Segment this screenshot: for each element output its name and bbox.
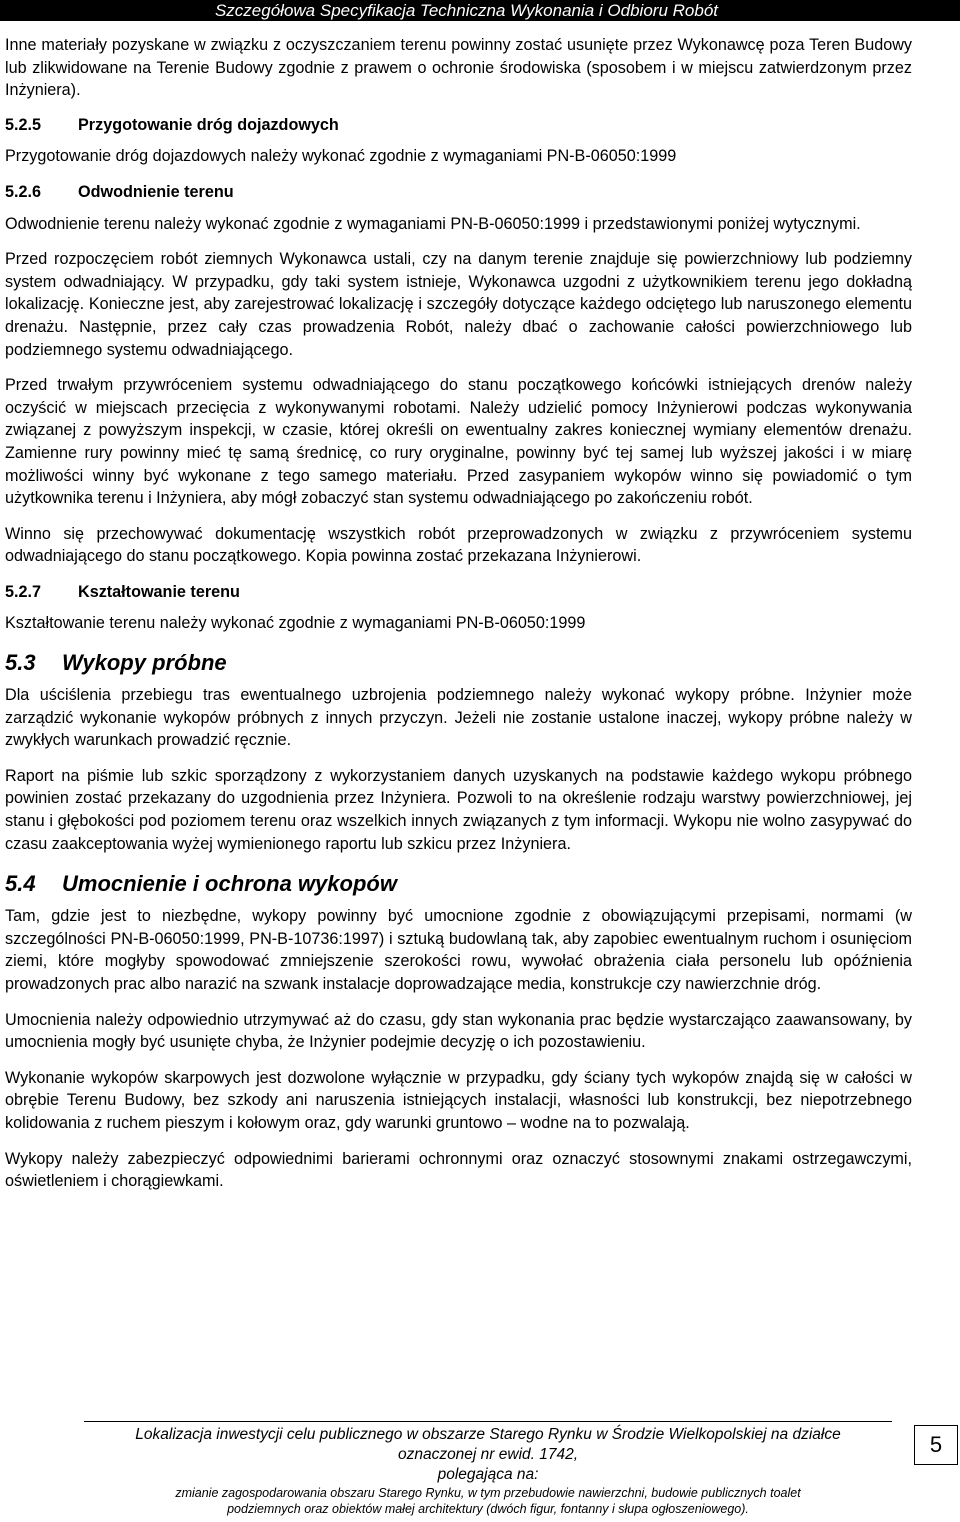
section-heading-5-2-7 (5, 581, 912, 604)
header-bar (0, 0, 960, 21)
paragraph: Winno się przechowywać dokumentację wszystkich robót przeprowadzonych w związku z przywróceniem systemu odwadniającego do stanu początkowego. Kopia powinna zostać przekazana Inżynierowi. (5, 524, 912, 566)
section-number: 5.4 (5, 871, 36, 897)
section-number: 5.3 (5, 650, 36, 676)
footer-line: zmianie zagospodarowania obszaru Starego Rynku, w tym przebudowie nawierzchni, budowie publicznych toalet (175, 1486, 801, 1500)
paragraph: Inne materiały pozyskane w związku z oczyszczaniem terenu powinny zostać usunięte przez Wykonawcę poza Teren Budowy lub zlikwidowane na Terenie Budowy zgodnie z prawem o ochronie środowiska (sposobem i w miejscu zatwierdzonym przez Inżyniera). (5, 36, 912, 100)
footer-line: podziemnych oraz obiektów małej architektury (dwóch figur, fontanny i słupa ogłoszeniowego). (227, 1502, 749, 1516)
page-number: 5 (914, 1425, 958, 1465)
paragraph: Kształtowanie terenu należy wykonać zgodnie z wymaganiami PN-B-06050:1999 (5, 614, 586, 633)
section-title: Umocnienie i ochrona wykopów (62, 871, 397, 897)
paragraph: Tam, gdzie jest to niezbędne, wykopy powinny być umocnione zgodnie z obowiązującymi przepisami, normami (w szczególności PN-B-06050:1999, PN-B-10736:1997) i sztuką budowlaną tak, aby zapobiec ewentualnym ruchom i osunięciom ziemi, które mogłyby spowodować zmniejszenie szerokości rowu, wywołać obrażenia ciała personelu lub opóźnienia prowadzonych prac albo narazić na szwank instalacje doprowadzające media, konstrukcje czy nawierzchnie dróg. (5, 907, 912, 993)
footer-line: Lokalizacja inwestycji celu publicznego w obszarze Starego Rynku w Środzie Wielkopolskiej na działce (135, 1426, 841, 1443)
section-number: 5.2.5 (5, 115, 42, 134)
paragraph: Przed rozpoczęciem robót ziemnych Wykonawca ustali, czy na danym terenie znajduje się powierzchniowy lub podziemny system odwadniający. W przypadku, gdy taki system istnieje, Wykonawca uzgodni z użytkownikiem terenu jego dokładną lokalizację. Konieczne jest, aby zarejestrować lokalizację i szczegóły dotyczące każdego odciętego lub naruszonego elementu drenażu. Następnie, przez cały czas prowadzenia Robót, należy dbać o zachowanie całości powierzchniowego lub podziemnego systemu odwadniającego. (5, 250, 912, 359)
paragraph: Wykopy należy zabezpieczyć odpowiednimi barierami ochronnymi oraz oznaczyć stosownymi znakami ostrzegawczymi, oświetleniem i chorągiewkami. (5, 1149, 912, 1191)
section-number: 5.2.6 (5, 182, 42, 201)
section-heading-5-3 (5, 648, 912, 678)
footer-divider (84, 1421, 892, 1422)
document-title: Szczegółowa Specyfikacja Techniczna Wykonania i Odbioru Robót (214, 1, 718, 20)
paragraph: Przygotowanie dróg dojazdowych należy wykonać zgodnie z wymaganiami PN-B-06050:1999 (5, 147, 677, 166)
paragraph: Dla uściślenia przebiegu tras ewentualnego uzbrojenia podziemnego należy wykonać wykopy próbne. Inżynier może zarządzić wykonanie wykopów próbnych z innych przyczyn. Jeżeli nie zostanie ustalone inaczej, wykopy próbne należy w zwykłych warunkach prowadzić ręcznie. (5, 686, 912, 750)
section-title: Odwodnienie terenu (78, 182, 234, 201)
section-heading-5-4 (5, 869, 912, 899)
section-title: Kształtowanie terenu (78, 582, 240, 601)
paragraph: Przed trwałym przywróceniem systemu odwadniającego do stanu początkowego końcówki istniejących drenów należy oczyścić w miejscach przecięcia z wykonywanymi robotami. Należy udzielić pomocy Inżynierowi podczas wykonywania związanej z powyższym inspekcji, w czasie, której określi on ewentualny zakres koniecznej wymiany elementów drenażu. Zamienne rury powinny mieć tę samą średnicę, co rury oryginalne, powinny być tej samej lub wyższej jakości i w miarę możliwości winny być wykonane z tego samego materiału. Przed zasypaniem wykopów winno się powiadomić o tym użytkownika terenu i Inżyniera, aby mógł zobaczyć stan systemu odwadniającego po zakończeniu robót. (5, 376, 912, 508)
section-number: 5.2.7 (5, 582, 42, 601)
section-title: Przygotowanie dróg dojazdowych (78, 115, 339, 134)
page-footer (84, 1425, 892, 1517)
section-heading-5-2-6 (5, 181, 912, 204)
paragraph: Umocnienia należy odpowiednio utrzymywać aż do czasu, gdy stan wykonania prac będzie wystarczająco zaawansowany, by umocnienia mogły być usunięte chyba, że Inżynier podejmie decyzję o ich pozostawieniu. (5, 1010, 912, 1052)
paragraph: Odwodnienie terenu należy wykonać zgodnie z wymaganiami PN-B-06050:1999 i przedstawionymi poniżej wytycznymi. (5, 214, 861, 233)
footer-line: polegająca na: (437, 1466, 539, 1483)
paragraph: Wykonanie wykopów skarpowych jest dozwolone wyłącznie w przypadku, gdy ściany tych wykopów znajdą się w całości w obrębie Terenu Budowy, bez szkody ani naruszenia istniejących instalacji, własności lub konstrukcji, bez niepotrzebnego kolidowania z ruchem pieszym i kołowym oraz, gdy warunki gruntowo – wodne na to pozwalają. (5, 1068, 912, 1132)
document-body (5, 34, 912, 1206)
section-title: Wykopy próbne (62, 650, 227, 676)
footer-line: oznaczonej nr ewid. 1742, (397, 1446, 579, 1463)
paragraph: Raport na piśmie lub szkic sporządzony z wykorzystaniem danych uzyskanych na podstawie każdego wykopu próbnego powinien zostać przekazany do uzgodnienia przez Inżyniera. Pozwoli to na określenie rodzaju warstwy powierzchniowej, jej stanu i głębokości pod poziomem terenu oraz wszelkich innych związanych z tym informacji. Wykopu nie wolno zasypywać do czasu zaakceptowania wyżej wymienionego raportu lub szkicu przez Inżyniera. (5, 766, 912, 853)
section-heading-5-2-5 (5, 114, 912, 137)
